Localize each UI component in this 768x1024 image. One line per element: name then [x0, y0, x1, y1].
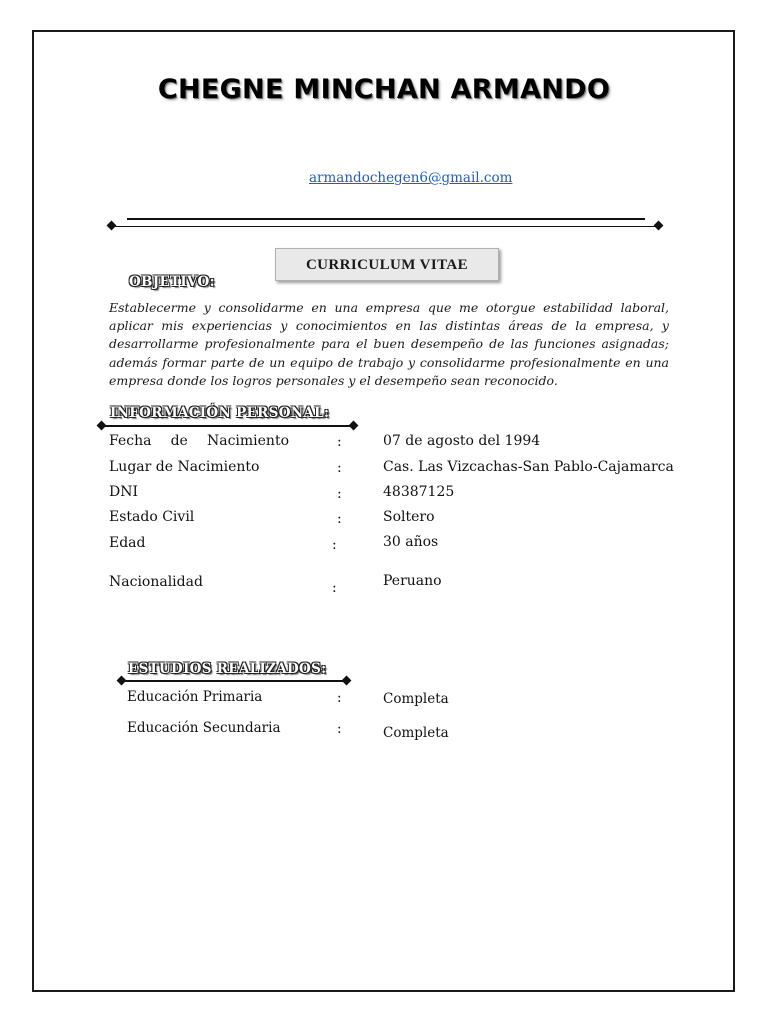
nationality-value: Peruano: [383, 573, 442, 589]
birthplace-label: Lugar de Nacimiento: [109, 459, 260, 475]
birthdate-label-word: de: [170, 433, 188, 449]
personal-info-heading: INFORMACIÓN PERSONAL:: [110, 405, 330, 421]
secondary-education-colon: :: [337, 721, 342, 737]
age-label: Edad: [109, 535, 146, 551]
age-colon: :: [332, 537, 337, 553]
studies-heading: ESTUDIOS REALIZADOS:: [128, 661, 327, 677]
marital-status-label: Estado Civil: [109, 509, 195, 525]
primary-education-value: Completa: [383, 691, 449, 707]
birthdate-value: 07 de agosto del 1994: [383, 433, 541, 449]
birthdate-label-word: Fecha: [109, 433, 152, 449]
birthdate-label-word: Nacimiento: [206, 433, 289, 449]
divider-line-top: [127, 218, 645, 220]
dni-value: 48387125: [383, 484, 455, 500]
birthplace-value: Cas. Las Vizcachas-San Pablo-Cajamarca: [383, 459, 674, 475]
studies-heading-underline: [122, 680, 347, 682]
marital-status-colon: :: [337, 511, 342, 527]
objective-heading: OBJETIVO:: [129, 274, 215, 290]
email-link[interactable]: armandochegen6@gmail.com: [309, 170, 513, 186]
cv-title-box: CURRICULUM VITAE: [275, 248, 499, 281]
objective-text: Establecerme y consolidarme en una empresa que me otorgue estabilidad laboral, aplicar mis experiencias y conocimientos en las distintas áreas de la empresa, y desarrollarme profesionalmente para el buen desempeño de las funciones asignadas; además formar parte de un equipo de trabajo y consolidarme profesionalmente en una empresa donde los logros personales y el desempeño sean reconocido.: [109, 300, 669, 388]
primary-education-label: Educación Primaria: [127, 689, 263, 705]
primary-education-colon: :: [337, 690, 342, 706]
birthplace-colon: :: [337, 460, 342, 476]
birthdate-colon: :: [337, 434, 342, 450]
candidate-name: CHEGNE MINCHAN ARMANDO: [157, 74, 611, 105]
divider-line-bottom: [112, 226, 659, 227]
age-value: 30 años: [383, 534, 439, 550]
dni-colon: :: [337, 486, 342, 502]
birthdate-label: [109, 433, 289, 449]
secondary-education-value: Completa: [383, 725, 449, 741]
secondary-education-label: Educación Secundaria: [127, 720, 281, 736]
marital-status-value: Soltero: [383, 509, 435, 525]
nationality-colon: :: [332, 580, 337, 596]
dni-label: DNI: [109, 484, 139, 500]
nationality-label: Nacionalidad: [109, 574, 203, 590]
personal-heading-underline: [102, 425, 354, 427]
